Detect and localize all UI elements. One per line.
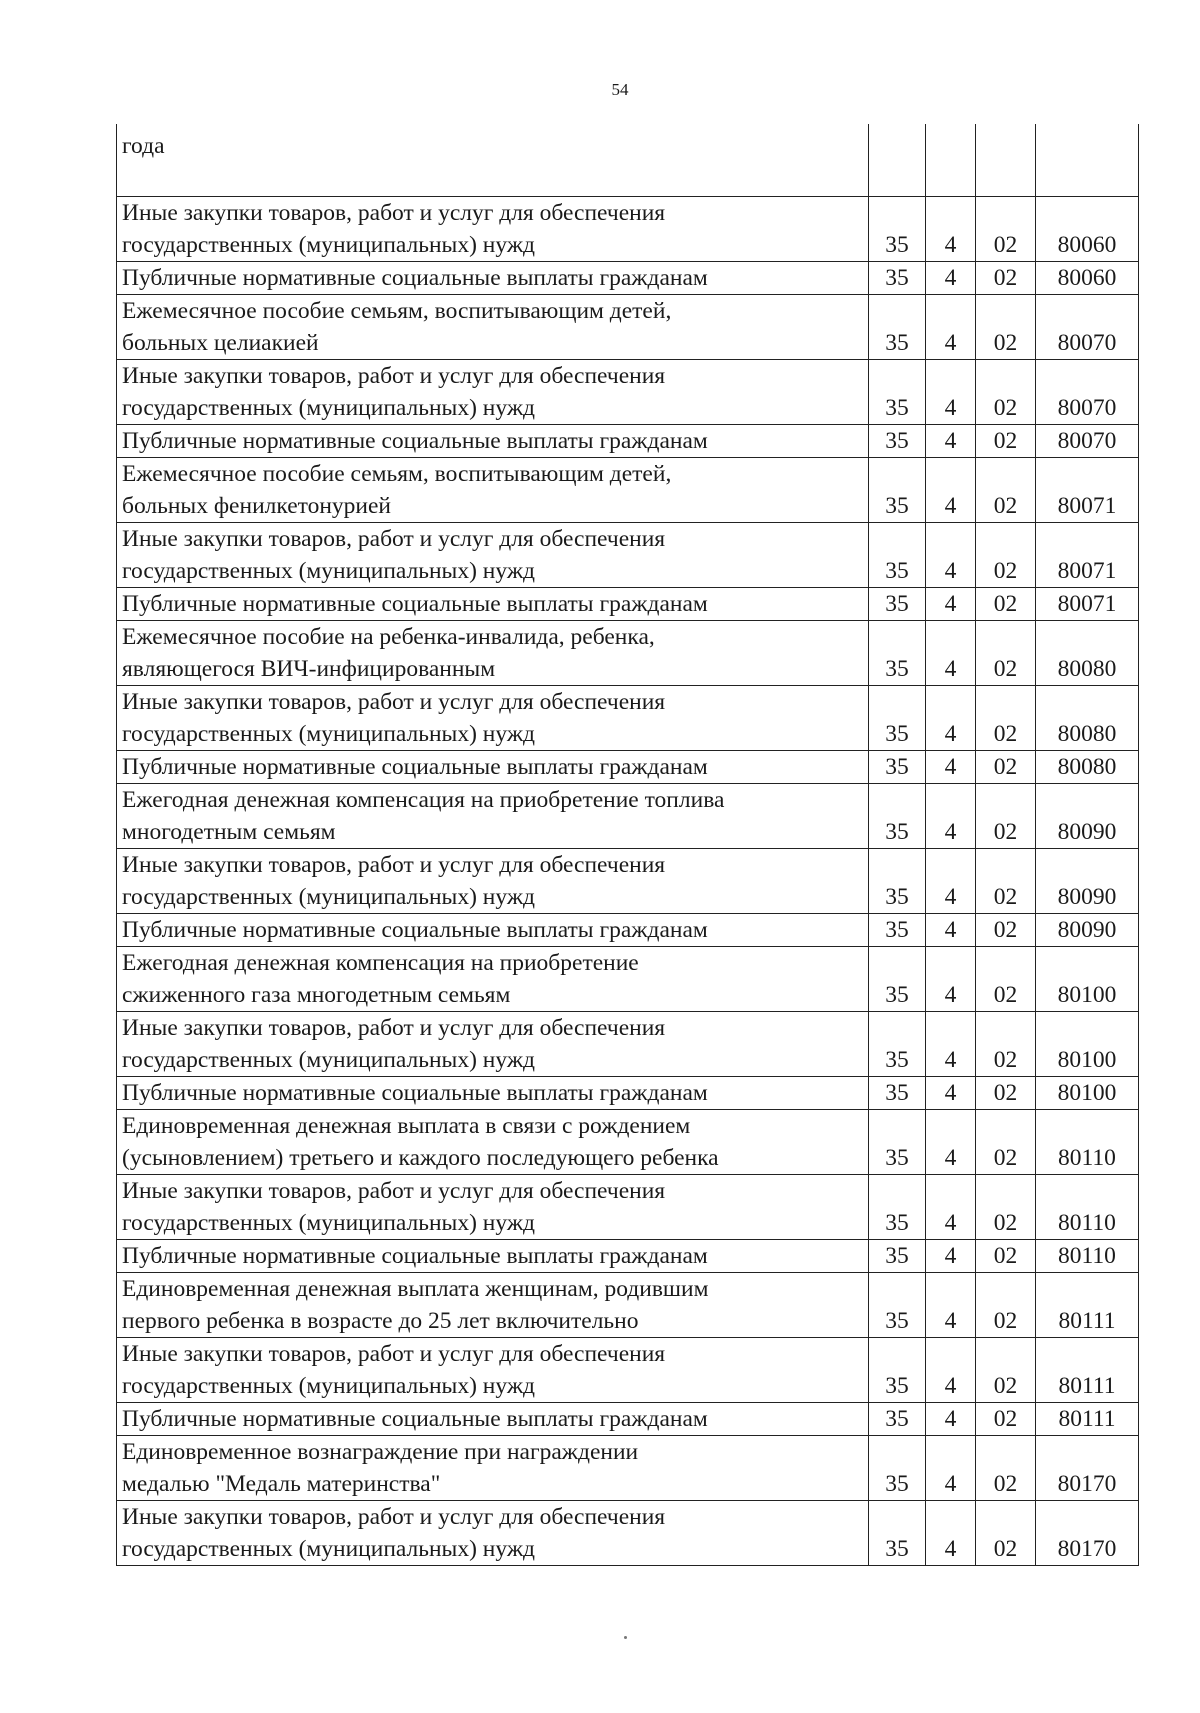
code-cell-4: 80090: [1036, 784, 1139, 849]
code-cell-4: 80070: [1036, 295, 1139, 360]
code-cell-2: 4: [926, 1175, 976, 1240]
table-row: [117, 1012, 1139, 1077]
code-cell-4: [1036, 124, 1139, 197]
code-cell-2: 4: [926, 360, 976, 425]
code-cell-4: 80071: [1036, 458, 1139, 523]
code-cell-3: 02: [976, 686, 1036, 751]
table-row: [117, 849, 1139, 914]
table-row: [117, 295, 1139, 360]
row-name-line: Иные закупки товаров, работ и услуг для обеспечения: [122, 1015, 666, 1041]
row-name-line: Иные закупки товаров, работ и услуг для обеспечения: [122, 363, 666, 389]
code-cell-2: 4: [926, 1110, 976, 1175]
code-cell-3: 02: [976, 1240, 1036, 1273]
code-cell-2: 4: [926, 1501, 976, 1566]
code-cell-1: 35: [869, 1240, 926, 1273]
row-name-line: Ежемесячное пособие на ребенка-инвалида, ребенка,: [122, 624, 655, 650]
code-cell-1: 35: [869, 360, 926, 425]
row-name-cell: [117, 1240, 869, 1273]
row-name-line: Иные закупки товаров, работ и услуг для обеспечения: [122, 1504, 666, 1530]
code-cell-4: 80070: [1036, 360, 1139, 425]
row-name-cell: [117, 621, 869, 686]
row-name-cell: [117, 425, 869, 458]
code-cell-3: 02: [976, 849, 1036, 914]
code-cell-2: 4: [926, 1012, 976, 1077]
code-cell-3: 02: [976, 1273, 1036, 1338]
scan-speck: [624, 1636, 627, 1639]
code-cell-2: 4: [926, 1273, 976, 1338]
code-cell-2: 4: [926, 425, 976, 458]
row-name-line: медалью "Медаль материнства": [122, 1471, 441, 1497]
row-name-line: Публичные нормативные социальные выплаты гражданам: [122, 754, 708, 780]
code-cell-2: 4: [926, 686, 976, 751]
table-row: [117, 1501, 1139, 1566]
code-cell-1: 35: [869, 947, 926, 1012]
code-cell-1: 35: [869, 1273, 926, 1338]
code-cell-4: 80170: [1036, 1501, 1139, 1566]
code-cell-1: 35: [869, 458, 926, 523]
row-name-cell: [117, 784, 869, 849]
row-name-cell: [117, 1501, 869, 1566]
row-name-line: Иные закупки товаров, работ и услуг для обеспечения: [122, 1178, 666, 1204]
code-cell-4: 80071: [1036, 523, 1139, 588]
row-name-line: Иные закупки товаров, работ и услуг для обеспечения: [122, 689, 666, 715]
table-row: [117, 262, 1139, 295]
row-name-line: Публичные нормативные социальные выплаты гражданам: [122, 917, 708, 943]
code-cell-1: 35: [869, 262, 926, 295]
row-name-line: Публичные нормативные социальные выплаты гражданам: [122, 428, 708, 454]
code-cell-3: 02: [976, 262, 1036, 295]
row-name-line: первого ребенка в возрасте до 25 лет включительно: [122, 1308, 639, 1334]
code-cell-3: 02: [976, 1501, 1036, 1566]
row-name-cell: [117, 295, 869, 360]
table-row: [117, 197, 1139, 262]
code-cell-3: 02: [976, 1436, 1036, 1501]
code-cell-2: 4: [926, 588, 976, 621]
code-cell-4: 80100: [1036, 947, 1139, 1012]
row-name-line: Иные закупки товаров, работ и услуг для обеспечения: [122, 1341, 666, 1367]
code-cell-1: 35: [869, 621, 926, 686]
row-name-line: Иные закупки товаров, работ и услуг для обеспечения: [122, 852, 666, 878]
table-row: [117, 751, 1139, 784]
code-cell-1: [869, 124, 926, 197]
table-row: [117, 425, 1139, 458]
row-name-line: являющегося ВИЧ-инфицированным: [122, 656, 496, 682]
code-cell-2: 4: [926, 751, 976, 784]
code-cell-1: 35: [869, 1403, 926, 1436]
row-name-line: Публичные нормативные социальные выплаты гражданам: [122, 1406, 708, 1432]
row-name-line: Единовременная денежная выплата в связи с рождением: [122, 1113, 691, 1139]
code-cell-1: 35: [869, 295, 926, 360]
code-cell-1: 35: [869, 751, 926, 784]
table-row-continuation: [117, 124, 1139, 197]
row-name-cell: [117, 1012, 869, 1077]
row-name-line: Ежегодная денежная компенсация на приобретение топлива: [122, 787, 725, 813]
row-name-cell: [117, 849, 869, 914]
code-cell-4: 80071: [1036, 588, 1139, 621]
row-name-line: Ежемесячное пособие семьям, воспитывающим детей,: [122, 298, 672, 324]
code-cell-1: 35: [869, 523, 926, 588]
code-cell-3: 02: [976, 1403, 1036, 1436]
row-name-line: Иные закупки товаров, работ и услуг для обеспечения: [122, 526, 666, 552]
code-cell-4: 80090: [1036, 914, 1139, 947]
code-cell-4: 80110: [1036, 1175, 1139, 1240]
row-name-cell: [117, 124, 869, 197]
code-cell-4: 80170: [1036, 1436, 1139, 1501]
row-name-line: государственных (муниципальных) нужд: [122, 1536, 536, 1562]
code-cell-2: 4: [926, 1403, 976, 1436]
row-name-cell: [117, 523, 869, 588]
table-row: [117, 784, 1139, 849]
code-cell-4: 80100: [1036, 1077, 1139, 1110]
code-cell-4: 80110: [1036, 1110, 1139, 1175]
table-row: [117, 523, 1139, 588]
code-cell-3: 02: [976, 621, 1036, 686]
row-name-cell: [117, 197, 869, 262]
row-name-line: Ежемесячное пособие семьям, воспитывающим детей,: [122, 461, 672, 487]
code-cell-3: 02: [976, 425, 1036, 458]
table-body: [117, 124, 1139, 1566]
table-row: [117, 458, 1139, 523]
code-cell-1: 35: [869, 1338, 926, 1403]
code-cell-2: 4: [926, 523, 976, 588]
code-cell-3: 02: [976, 197, 1036, 262]
code-cell-2: 4: [926, 295, 976, 360]
row-name-line: больных фенилкетонурией: [122, 493, 391, 519]
row-name-cell: [117, 751, 869, 784]
row-name-line: Иные закупки товаров, работ и услуг для обеспечения: [122, 200, 666, 226]
row-name-cell: [117, 262, 869, 295]
row-name-cell: [117, 914, 869, 947]
code-cell-4: 80060: [1036, 197, 1139, 262]
code-cell-1: 35: [869, 849, 926, 914]
page-number: 54: [611, 80, 629, 99]
code-cell-1: 35: [869, 1436, 926, 1501]
code-cell-3: 02: [976, 458, 1036, 523]
code-cell-3: 02: [976, 1338, 1036, 1403]
code-cell-4: 80111: [1036, 1403, 1139, 1436]
code-cell-4: 80111: [1036, 1338, 1139, 1403]
code-cell-3: 02: [976, 947, 1036, 1012]
row-name-line: государственных (муниципальных) нужд: [122, 884, 536, 910]
code-cell-3: 02: [976, 784, 1036, 849]
code-cell-3: 02: [976, 914, 1036, 947]
row-name-line: Публичные нормативные социальные выплаты гражданам: [122, 1080, 708, 1106]
table-row: [117, 1110, 1139, 1175]
budget-classification-table: [116, 124, 1139, 1566]
code-cell-3: 02: [976, 295, 1036, 360]
table-row: [117, 686, 1139, 751]
table-row: [117, 914, 1139, 947]
row-name-cell: [117, 1077, 869, 1110]
code-cell-2: 4: [926, 849, 976, 914]
code-cell-1: 35: [869, 914, 926, 947]
code-cell-1: 35: [869, 425, 926, 458]
row-name-line: государственных (муниципальных) нужд: [122, 1047, 536, 1073]
table-row: [117, 1273, 1139, 1338]
code-cell-4: 80100: [1036, 1012, 1139, 1077]
code-cell-4: 80080: [1036, 686, 1139, 751]
row-name-line: Публичные нормативные социальные выплаты гражданам: [122, 265, 708, 291]
row-name-cell: [117, 360, 869, 425]
row-name-line: больных целиакией: [122, 330, 319, 356]
table-row: [117, 1175, 1139, 1240]
code-cell-3: [976, 124, 1036, 197]
row-name-cell: [117, 1175, 869, 1240]
row-name-line: Ежегодная денежная компенсация на приобретение: [122, 950, 639, 976]
row-name-line: года: [122, 133, 165, 159]
code-cell-2: 4: [926, 1077, 976, 1110]
code-cell-3: 02: [976, 360, 1036, 425]
table-row: [117, 947, 1139, 1012]
code-cell-4: 80070: [1036, 425, 1139, 458]
row-name-line: Единовременное вознаграждение при награждении: [122, 1439, 639, 1465]
code-cell-2: 4: [926, 1240, 976, 1273]
row-name-line: Единовременная денежная выплата женщинам, родившим: [122, 1276, 709, 1302]
code-cell-4: 80080: [1036, 621, 1139, 686]
row-name-cell: [117, 1110, 869, 1175]
row-name-line: государственных (муниципальных) нужд: [122, 558, 536, 584]
row-name-cell: [117, 1338, 869, 1403]
row-name-line: Публичные нормативные социальные выплаты гражданам: [122, 591, 708, 617]
code-cell-3: 02: [976, 1175, 1036, 1240]
code-cell-4: 80110: [1036, 1240, 1139, 1273]
code-cell-1: 35: [869, 686, 926, 751]
row-name-cell: [117, 588, 869, 621]
code-cell-3: 02: [976, 1012, 1036, 1077]
code-cell-1: 35: [869, 1110, 926, 1175]
code-cell-2: 4: [926, 1338, 976, 1403]
row-name-cell: [117, 686, 869, 751]
code-cell-1: 35: [869, 1012, 926, 1077]
code-cell-2: 4: [926, 458, 976, 523]
table-row: [117, 360, 1139, 425]
table-row: [117, 1240, 1139, 1273]
row-name-line: (усыновлением) третьего и каждого последующего ребенка: [122, 1145, 719, 1171]
row-name-line: государственных (муниципальных) нужд: [122, 1210, 536, 1236]
row-name-cell: [117, 1273, 869, 1338]
code-cell-3: 02: [976, 1077, 1036, 1110]
row-name-line: сжиженного газа многодетным семьям: [122, 982, 511, 1008]
table-row: [117, 1077, 1139, 1110]
row-name-cell: [117, 458, 869, 523]
code-cell-3: 02: [976, 751, 1036, 784]
row-name-cell: [117, 947, 869, 1012]
code-cell-2: [926, 124, 976, 197]
table-row: [117, 588, 1139, 621]
code-cell-3: 02: [976, 523, 1036, 588]
row-name-line: Публичные нормативные социальные выплаты гражданам: [122, 1243, 708, 1269]
code-cell-2: 4: [926, 262, 976, 295]
code-cell-1: 35: [869, 784, 926, 849]
row-name-cell: [117, 1436, 869, 1501]
code-cell-3: 02: [976, 588, 1036, 621]
code-cell-4: 80060: [1036, 262, 1139, 295]
row-name-line: государственных (муниципальных) нужд: [122, 721, 536, 747]
code-cell-2: 4: [926, 1436, 976, 1501]
code-cell-1: 35: [869, 588, 926, 621]
code-cell-1: 35: [869, 1175, 926, 1240]
code-cell-1: 35: [869, 1077, 926, 1110]
code-cell-2: 4: [926, 197, 976, 262]
table-row: [117, 1436, 1139, 1501]
code-cell-3: 02: [976, 1110, 1036, 1175]
row-name-line: многодетным семьям: [122, 819, 336, 845]
code-cell-1: 35: [869, 1501, 926, 1566]
code-cell-2: 4: [926, 621, 976, 686]
code-cell-2: 4: [926, 784, 976, 849]
row-name-cell: [117, 1403, 869, 1436]
table-row: [117, 1403, 1139, 1436]
row-name-line: государственных (муниципальных) нужд: [122, 1373, 536, 1399]
row-name-line: государственных (муниципальных) нужд: [122, 395, 536, 421]
code-cell-4: 80111: [1036, 1273, 1139, 1338]
code-cell-2: 4: [926, 947, 976, 1012]
row-name-line: государственных (муниципальных) нужд: [122, 232, 536, 258]
code-cell-4: 80080: [1036, 751, 1139, 784]
code-cell-2: 4: [926, 914, 976, 947]
code-cell-1: 35: [869, 197, 926, 262]
table-row: [117, 621, 1139, 686]
code-cell-4: 80090: [1036, 849, 1139, 914]
table-row: [117, 1338, 1139, 1403]
